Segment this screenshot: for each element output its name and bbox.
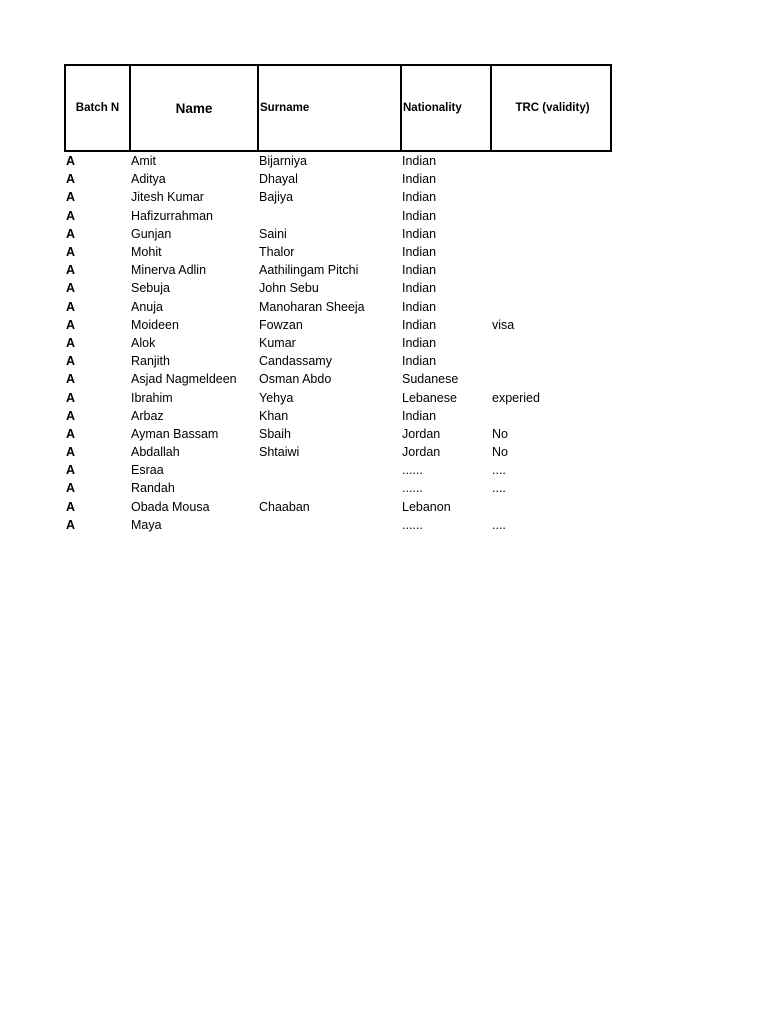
table-row xyxy=(64,443,612,461)
batch-cell: A xyxy=(66,408,76,423)
trc-note: .... xyxy=(492,517,506,532)
nationality-cell: Indian xyxy=(402,317,437,332)
nationality-cell: ...... xyxy=(402,481,423,496)
name-cell: Ayman Bassam xyxy=(131,426,219,441)
name-cell: Anuja xyxy=(131,299,163,314)
surname-cell: John Sebu xyxy=(259,281,319,296)
surname-cell: Dhayal xyxy=(259,172,298,187)
name-cell: Moideen xyxy=(131,317,179,332)
table-row xyxy=(64,243,612,261)
trc-cell xyxy=(490,391,611,405)
table-row xyxy=(64,461,612,479)
batch-cell: A xyxy=(66,372,76,387)
name-cell: Sebuja xyxy=(131,281,170,296)
nationality-cell: Indian xyxy=(402,263,437,278)
table-row xyxy=(64,188,612,206)
table-row xyxy=(64,516,612,534)
batch-cell: A xyxy=(66,499,76,514)
name-cell: Asjad Nagmeldeen xyxy=(131,372,237,387)
table-row xyxy=(64,498,612,516)
header-name: Name xyxy=(131,66,259,150)
batch-cell: A xyxy=(66,245,76,260)
nationality-cell: Lebanon xyxy=(402,499,451,514)
surname-cell: Osman Abdo xyxy=(259,372,332,387)
batch-cell: A xyxy=(66,445,76,460)
batch-cell: A xyxy=(66,426,76,441)
surname-cell: Thalor xyxy=(259,245,295,260)
header-batch: Batch N xyxy=(66,66,131,150)
name-cell: Aditya xyxy=(131,172,166,187)
name-cell: Arbaz xyxy=(131,408,164,423)
batch-cell: A xyxy=(66,208,76,223)
surname-cell: Manoharan Sheeja xyxy=(259,299,365,314)
table-row xyxy=(64,170,612,188)
table-row xyxy=(64,425,612,443)
nationality-cell: ...... xyxy=(402,463,423,478)
table-row xyxy=(64,352,612,370)
nationality-cell: ...... xyxy=(402,517,423,532)
surname-cell: Shtaiwi xyxy=(259,445,300,460)
table-header xyxy=(64,64,612,152)
trc-cell xyxy=(490,427,611,441)
header-surname: Surname xyxy=(259,66,402,150)
name-cell: Ibrahim xyxy=(131,390,173,405)
name-cell: Jitesh Kumar xyxy=(131,190,204,205)
name-cell: Alok xyxy=(131,335,156,350)
trc-note: .... xyxy=(492,463,506,478)
nationality-cell: Jordan xyxy=(402,426,441,441)
table-row xyxy=(64,298,612,316)
nationality-cell: Indian xyxy=(402,190,437,205)
nationality-cell: Jordan xyxy=(402,445,441,460)
surname-cell: Yehya xyxy=(259,390,294,405)
batch-cell: A xyxy=(66,172,76,187)
surname-cell: Chaaban xyxy=(259,499,310,514)
trc-cell xyxy=(490,463,611,477)
trc-cell xyxy=(490,481,611,495)
surname-cell: Saini xyxy=(259,226,287,241)
batch-cell: A xyxy=(66,354,76,369)
batch-cell: A xyxy=(66,263,76,278)
batch-cell: A xyxy=(66,226,76,241)
batch-cell: A xyxy=(66,463,76,478)
name-cell: Randah xyxy=(131,481,175,496)
batch-cell: A xyxy=(66,281,76,296)
name-cell: Maya xyxy=(131,517,162,532)
nationality-cell: Indian xyxy=(402,154,437,169)
trc-note: experied xyxy=(492,390,540,405)
batch-cell: A xyxy=(66,517,76,532)
name-cell: Minerva Adlin xyxy=(131,263,207,278)
nationality-cell: Indian xyxy=(402,335,437,350)
table-row xyxy=(64,334,612,352)
table-row xyxy=(64,152,612,170)
nationality-cell: Sudanese xyxy=(402,372,459,387)
nationality-cell: Indian xyxy=(402,245,437,260)
table-row xyxy=(64,388,612,406)
surname-cell: Candassamy xyxy=(259,354,332,369)
nationality-cell: Indian xyxy=(402,408,437,423)
name-cell: Hafizurrahman xyxy=(131,208,213,223)
table-row xyxy=(64,225,612,243)
table-row xyxy=(64,370,612,388)
surname-cell: Fowzan xyxy=(259,317,303,332)
trc-cell xyxy=(490,318,611,332)
surname-cell: Sbaih xyxy=(259,426,291,441)
spreadsheet xyxy=(64,64,612,534)
nationality-cell: Indian xyxy=(402,226,437,241)
trc-note: No xyxy=(492,445,508,460)
name-cell: Abdallah xyxy=(131,445,180,460)
trc-cell xyxy=(490,445,611,459)
header-trc-validity: TRC (validity) xyxy=(515,102,590,114)
trc-note: .... xyxy=(492,481,506,496)
batch-cell: A xyxy=(66,154,76,169)
table-row xyxy=(64,207,612,225)
table-row xyxy=(64,279,612,297)
trc-note: No xyxy=(492,426,508,441)
name-cell: Esraa xyxy=(131,463,164,478)
surname-cell: Bajiya xyxy=(259,190,294,205)
name-cell: Amit xyxy=(131,154,156,169)
name-cell: Mohit xyxy=(131,245,162,260)
nationality-cell: Indian xyxy=(402,208,437,223)
batch-cell: A xyxy=(66,390,76,405)
name-cell: Obada Mousa xyxy=(131,499,210,514)
nationality-cell: Indian xyxy=(402,354,437,369)
surname-cell: Aathilingam Pitchi xyxy=(259,263,359,278)
surname-cell: Kumar xyxy=(259,335,296,350)
table-row xyxy=(64,479,612,497)
table-row xyxy=(64,316,612,334)
name-cell: Ranjith xyxy=(131,354,170,369)
nationality-cell: Indian xyxy=(402,172,437,187)
table-row xyxy=(64,261,612,279)
nationality-cell: Indian xyxy=(402,299,437,314)
surname-cell: Bijarniya xyxy=(259,154,307,169)
name-cell: Gunjan xyxy=(131,226,172,241)
batch-cell: A xyxy=(66,190,76,205)
batch-cell: A xyxy=(66,317,76,332)
nationality-cell: Lebanese xyxy=(402,390,457,405)
nationality-cell: Indian xyxy=(402,281,437,296)
table-row xyxy=(64,407,612,425)
header-nationality: Nationality xyxy=(402,66,492,150)
surname-cell: Khan xyxy=(259,408,289,423)
trc-note: visa xyxy=(492,317,515,332)
table-body xyxy=(64,152,612,534)
trc-cell xyxy=(490,518,611,532)
batch-cell: A xyxy=(66,335,76,350)
batch-cell: A xyxy=(66,299,76,314)
batch-cell: A xyxy=(66,481,76,496)
